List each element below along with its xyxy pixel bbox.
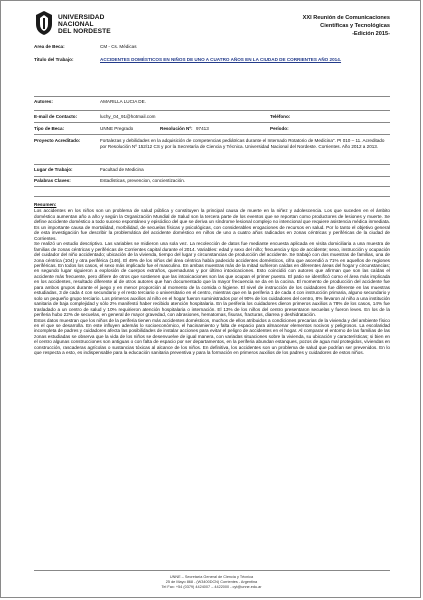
- abstract-paragraph-2: Se realizó un estudio descriptivo. Las variables se midieron una sola vez. La recolección de datos fue mediante encuesta aplicada en visita domiciliaria a una muestra de familias de zonas céntricas y periféricas de Corrientes capital durante el 2014. Variables: edad y sexo del niño; frecuencia y tipo de accidente; sexo, instrucción y ocupación del cuidador del niño accidentado; ubicación de la vivienda, tiempo del lugar y circunstancias de producción del accidente. Se trabajó con dos muestras de familias, una de zona céntrica (104) y otra periférica (146). El 49% de los niños del área céntrica había padecido accidentes domésticos, cifra que ascendió a 71% en aquellos de regiones periféricas. En todos los casos, el sexo más implicado fue el masculino. En ambas muestras más de la mitad sufrieron caídas en diferentes áreas del hogar y circunstancias; en segundo lugar siguieron a explosión de cuerpos extraños, quemaduras y por último intoxicaciones. Esto coincidió con autores que afirman que son las caídas el accidente más frecuente, pero difiere de otros que sostienen que las intoxicaciones son las que ocupan el primer puesto. El patio se identificó como el área más implicada en los accidentes, resultado diferente al de otros autores que han documentado que la mayor frecuencia se da en la cocina. El momento de producción del accidente fue para ambos grupos durante el juego y en menor proporción al momento de la comida o higiene. El nivel de instrucción de los cuidadores fue diferente en las muestras estudiadas, 3 de cada 4 con secundario y el resto terciario o universitario en el centro, mientras que en la periferia 1 de cada 4 con instrucción primaria, alguno secundario y solo un pequeño grupo terciario. Los primeros auxilios al niño en el hogar fueron suministrados por el 90% de los cuidadores del centro, 8% llevaron al niño a una institución sanitaria de baja complejidad y sólo 2% manifestó haber recibido atención hospitalaria. En la periferia los cuidadores dieron primeros auxilios a 78% de los casos, 14% fue trasladado a un centro de salud y 10% requirieron atención hospitalaria o internación. El 13% de los niños del centro presentaron secuelas y fueron leves. En los de la periferia hubo 22% de secuelas, en general de mayor gravedad, con abrasiones, hematomas, fisuras, fracturas, diarrea y deshidratación.: [34, 241, 390, 318]
- phone-label: Teléfono:: [270, 114, 291, 119]
- university-line-2: NACIONAL: [58, 21, 94, 28]
- university-name: [58, 14, 111, 35]
- divider: [34, 134, 390, 135]
- divider: [34, 96, 390, 97]
- area-label: Area de Beca:: [34, 44, 65, 49]
- keywords-label: Palabras Claves:: [34, 178, 71, 183]
- event-line-2: Científicas y Tecnológicas: [320, 23, 390, 29]
- divider: [34, 110, 390, 111]
- abstract-paragraph-3: Estos datos muestran que los niños de la periferia tienen más accidentes domésticos, muchos de ellos atribuidos a condiciones precarias de la vivienda y del ambiente físico en el que se desarrolla. En este influyen además lo socioeconómico, el hacinamiento y falta de espacio para almacenar elementos nocivos y peligrosos. La escolaridad incompleta de padres y cuidadores afecta las posibilidades de instalar acciones para evitar el peligro de accidentes en el hogar. Al comparar el entorno de las familias de las zonas estudiadas se observa que la vida de los niños se desenvuelve de igual manera, con variadas situaciones sobre la vivienda, su ubicación y características; si bien en el centro algunas construcciones son antiguas o con falta de espacio por ser departamentos, en la periferia abundan estanques, pozos de agua mal protegidos, viviendas en construcción, rascaderas agrícolas o sustancias tóxicas al alcance de los niños. En definitiva, los accidentes son un problema de salud que podrían ser prevenidos. En lo que respecta a esto, es indispensable para la educación sanitaria preventiva y para la formación en primeros auxilios de los padres y cuidadores de estos niños.: [34, 317, 390, 356]
- abstract-heading: Resumen:: [34, 202, 57, 207]
- university-logo-icon: [34, 10, 54, 36]
- project-value: Fortalezas y debilidades en la adquisición de competencias pediátricas durante el Internado Rotatorio de Medicina". PI 010 – 11. Acreditado por Resolución Nº 152/12 CS y por la Secretaría de Ciencia y Técnica. Universidad Nacional del Nordeste. Corrientes. Año 2012 a 2013.: [100, 138, 385, 149]
- page-header: [34, 8, 390, 46]
- place-value: Facultad de Medicina: [100, 167, 144, 172]
- event-name: [303, 14, 390, 38]
- divider: [34, 164, 390, 165]
- project-label: Proyecto Acreditado:: [34, 138, 81, 143]
- university-line-1: UNIVERSIDAD: [58, 14, 105, 21]
- divider: [34, 196, 390, 197]
- email-value: luchy_04_91@hotmail.com: [100, 114, 156, 119]
- abstract-paragraph-1: Los accidentes en los niños son un problema de salud pública y constituyen la principal causa de muerte en la niñez y adolescencia. Los que suceden en el ámbito doméstico aumentan año a año y según la Organización Mundial de Salud son la tercera parte de los eventos que se reportan como productores de lesiones y muerte. Se define accidente doméstico a todo suceso espontáneo y episódico del que se deriva un síndrome lesional complejo no intencional que requiere asistencia médica inmediata. Es un importante causa de mortalidad, morbilidad, de secuelas físicas y psicológicas, con considerables erogaciones de recursos en salud. Por lo tanto el objetivo general de esta investigación fue describir la problemática del accidente doméstico en niños de uno a cuatro años radicados en zonas céntricas y periféricas de la ciudad de Corrientes.: [34, 208, 390, 241]
- email-label: E-mail de Contacto:: [34, 114, 78, 119]
- footer-line-2: 25 de Mayo 868 - (W3400DCN) Corrientes - Argentina: [165, 580, 258, 584]
- footer-divider: [34, 570, 390, 571]
- authors-label: Autores:: [34, 99, 53, 104]
- divider: [34, 186, 390, 187]
- keywords-value: Estadísticas, prevencion, concientización.: [100, 178, 186, 183]
- place-label: Lugar de Trabajo:: [34, 167, 73, 172]
- title-label: Titulo del Trabajo:: [34, 57, 74, 62]
- footer-line-3: Tel Fax: +54 (0379) 4424007 – 4422000 - cyt@unne.edu.ar: [161, 585, 262, 589]
- beca-value: UNNE Pregrado: [100, 126, 134, 131]
- divider: [34, 122, 390, 123]
- authors-value: AMARILLA LUCIA DE.: [100, 99, 146, 104]
- work-title: ACCIDENTES DOMÉSTICOS EN NIÑOS DE UNO A CUATRO AÑOS EN LA CIUDAD DE CORRIENTES AÑO 2014.: [100, 57, 342, 62]
- beca-label: Tipo de Beca:: [34, 126, 65, 131]
- resolution-value: 97413: [196, 126, 209, 131]
- university-line-3: DEL NORDESTE: [58, 28, 111, 35]
- event-line-1: XXI Reunión de Comunicaciones: [302, 15, 390, 21]
- area-value: CM - Cs. Médicas: [100, 44, 137, 49]
- event-line-3: -Edición 2015-: [352, 31, 390, 37]
- period-label: Período:: [270, 126, 289, 131]
- footer-line-1: UNNE – Secretaría General de Ciencia y Técnica: [169, 575, 254, 579]
- divider: [34, 176, 390, 177]
- resolution-label: Resolución Nº:: [160, 126, 193, 131]
- page-footer: [0, 575, 423, 590]
- abstract: [34, 202, 390, 356]
